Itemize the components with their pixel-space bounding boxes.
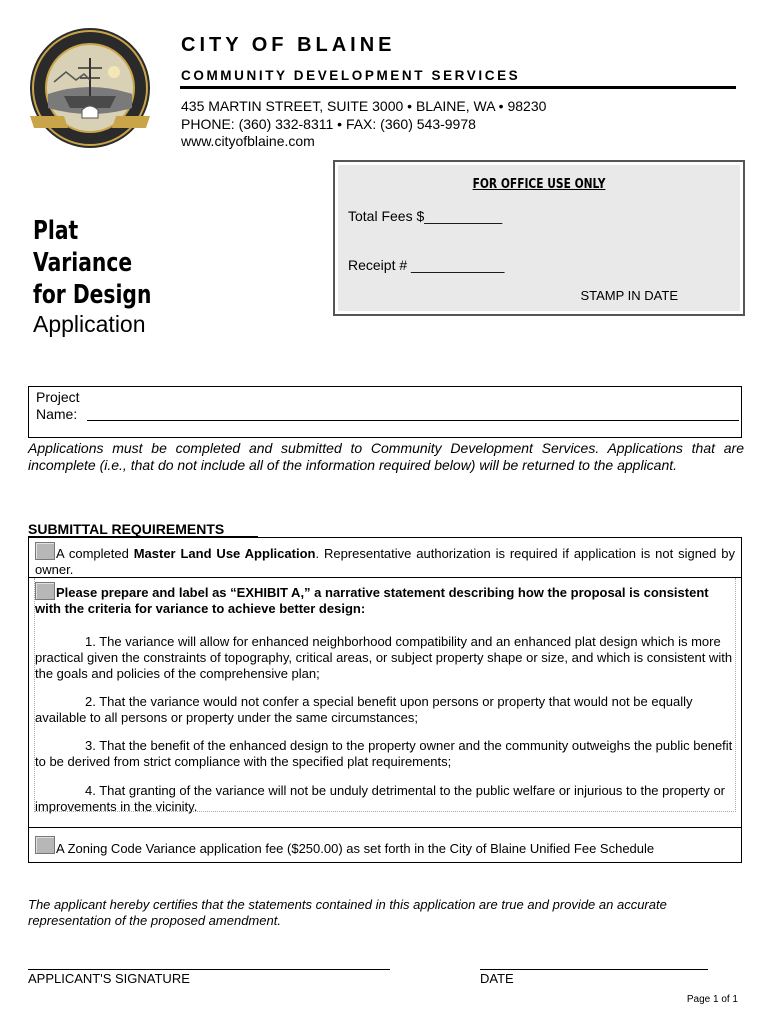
requirement-fee: A Zoning Code Variance application fee ($250.00) as set forth in the City of Blaine Unified Fee Schedule <box>56 841 655 856</box>
total-fees-field[interactable]: Total Fees $__________ <box>348 208 503 224</box>
criterion-item: 4. That granting of the variance will not be unduly detrimental to the public welfare or injurious to the property or improvements in the vicinity. <box>35 783 726 814</box>
project-name-label: Project Name: <box>36 389 80 422</box>
req1-prefix: A completed <box>56 546 134 561</box>
submittal-requirements-table <box>28 537 742 863</box>
receipt-number-field[interactable]: Receipt # ____________ <box>348 257 505 273</box>
criterion-item: 3. That the benefit of the enhanced design to the property owner and the community outweighs the public benefit to be derived from strict compliance with the specified plat requirements; <box>35 738 733 769</box>
date-field[interactable] <box>480 969 708 970</box>
requirement-exhibit-a: Please prepare and label as “EXHIBIT A,” a narrative statement describing how the proposal is consistent with the criteria for variance to achieve better design: <box>35 585 709 616</box>
form-title-application: Application <box>33 311 146 337</box>
page-number: Page 1 of 1 <box>686 994 738 1005</box>
form-title-line2: Variance <box>33 248 133 278</box>
city-title: CITY OF BLAINE <box>181 34 396 56</box>
project-name-box <box>28 386 742 438</box>
header-rule <box>180 86 736 89</box>
certification-statement: The applicant hereby certifies that the statements contained in this application are true and provide an accurate representation of the proposed amendment. <box>28 897 667 928</box>
stamp-in-date-label: STAMP IN DATE <box>580 288 678 303</box>
form-title-line3: for Design <box>33 280 152 310</box>
criterion-item: 1. The variance will allow for enhanced neighborhood compatibility and an enhanced plat design which is more practical given the constraints of topography, critical areas, or subject property shape or size, and which is consistent with the goals and policies of the comprehensive plan; <box>35 634 733 681</box>
applicant-signature-field[interactable] <box>28 969 390 970</box>
fee-checkbox[interactable] <box>35 836 55 854</box>
office-use-box <box>333 160 745 316</box>
address-line: 435 MARTIN STREET, SUITE 3000 • BLAINE, WA • 98230 <box>181 98 547 114</box>
project-name-input[interactable] <box>87 420 739 421</box>
requirement-master-application <box>35 546 735 578</box>
date-label: DATE <box>480 971 514 986</box>
office-use-panel <box>338 165 740 311</box>
department-name: COMMUNITY DEVELOPMENT SERVICES <box>181 68 521 83</box>
row-divider <box>29 827 741 828</box>
req1-suffix: . Representative authorization is required if application is not signed by owner. <box>35 546 735 577</box>
applicant-signature-label: APPLICANT'S SIGNATURE <box>28 971 190 986</box>
criterion-item: 2. That the variance would not confer a special benefit upon persons or property that would not be equally available to all persons or property under the same circumstances; <box>35 694 693 725</box>
phone-fax-line: PHONE: (360) 332-8311 • FAX: (360) 543-9978 <box>181 116 476 132</box>
website-link[interactable]: www.cityofblaine.com <box>181 133 315 149</box>
intro-instructions: Applications must be completed and submitted to Community Development Services. Applications that are incomplete (i.e., that do not include all of the information required below) will be returned to the applicant. <box>28 440 744 473</box>
req1-bold: Master Land Use Application <box>133 546 316 561</box>
office-use-title: FOR OFFICE USE ONLY <box>472 177 606 192</box>
submittal-heading: SUBMITTAL REQUIREMENTS <box>28 521 225 537</box>
city-seal-logo <box>24 24 156 152</box>
form-title-line1: Plat <box>33 216 79 246</box>
